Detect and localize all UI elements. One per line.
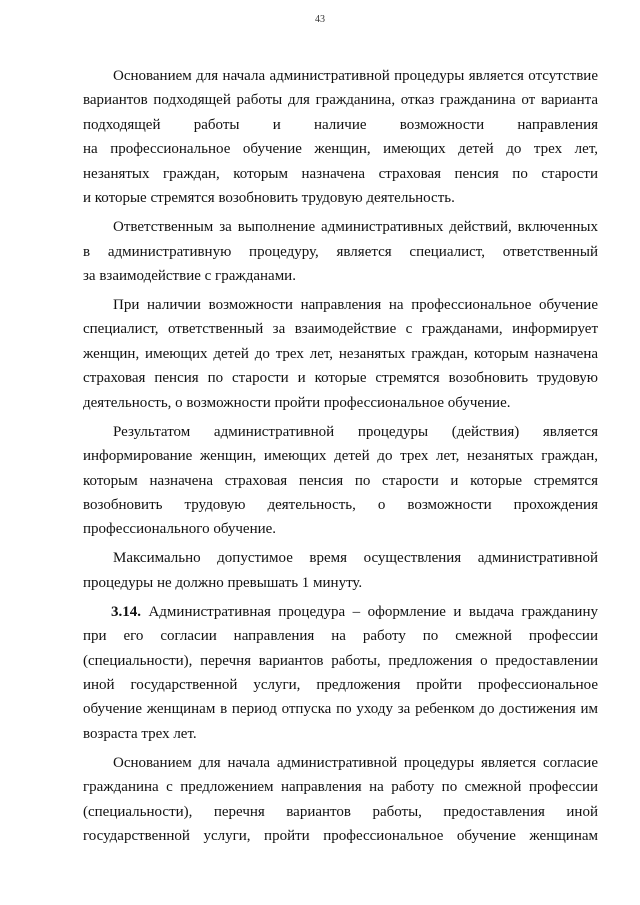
text-line: Максимально допустимое время осуществления административной [113,550,598,567]
section-number: 3.14. [111,603,141,620]
section-3-14 [83,600,598,747]
text-line: возраста трех лет. [83,725,197,742]
paragraph-informing [83,293,598,415]
text-line: подходящей работы и наличие возможности направления [83,116,598,133]
text-line: женщин, имеющих детей до трех лет, незанятых граждан, которым назначена [83,345,598,362]
text-line: деятельность, о возможности пройти профессиональное обучение. [83,394,511,411]
text-line: незанятых граждан, которым назначена страховая пенсия по старости [83,165,598,182]
text-line: гражданина с предложением направления на работу по смежной профессии [83,779,598,796]
document-body [83,64,598,853]
paragraph-max-time [83,546,598,595]
section-heading-text: Административная процедура – оформление и выдача гражданину [141,603,598,620]
text-line: Результатом административной процедуры (действия) является [113,423,598,440]
text-line: и которые стремятся возобновить трудовую деятельность. [83,190,455,207]
text-line: при его согласии направления на работу по смежной профессии [83,628,598,645]
text-line: Ответственным за выполнение административных действий, включенных [113,219,598,236]
text-line: за взаимодействие с гражданами. [83,268,296,284]
text-line: (специальности), перечня вариантов работы, предоставления иной [83,803,598,820]
text-line: обучение женщинам в период отпуска по уходу за ребенком до достижения им [83,701,598,718]
text-line: процедуры не должно превышать 1 минуту. [83,574,363,591]
paragraph-responsible [83,215,598,288]
paragraph-basis-no-vacancies [83,64,598,211]
page-number: 43 [315,14,325,25]
text-line: иной государственной услуги, предложения пройти профессиональное [83,677,598,693]
text-line: (специальности), перечня вариантов работы, предложения о предоставлении [83,652,598,669]
text-line: возобновить трудовую деятельность, о возможности прохождения [83,496,598,513]
text-line: информирование женщин, имеющих детей до трех лет, незанятых граждан, [83,448,598,465]
text-line: на профессиональное обучение женщин, имеющих детей до трех лет, [83,141,598,158]
text-line: Основанием для начала административной процедуры является отсутствие [113,68,598,84]
text-line: вариантов подходящей работы для гражданина, отказ гражданина от варианта [83,92,598,109]
paragraph-basis-consent [83,751,598,849]
paragraph-result [83,420,598,542]
section-heading-line [83,600,598,624]
text-line: При наличии возможности направления на профессиональное обучение [113,296,598,313]
text-line: специалист, ответственный за взаимодействие с гражданами, информирует [83,321,598,338]
text-line: в административную процедуру, является специалист, ответственный [83,243,598,260]
text-line: которым назначена страховая пенсия по старости и которые стремятся [83,472,598,489]
text-line: профессионального обучение. [83,521,277,538]
text-line: страховая пенсия по старости и которые стремятся возобновить трудовую [83,370,598,387]
text-line: Основанием для начала административной процедуры является согласие [113,754,598,771]
text-line: государственной услуги, пройти профессиональное обучение женщинам [83,828,598,845]
